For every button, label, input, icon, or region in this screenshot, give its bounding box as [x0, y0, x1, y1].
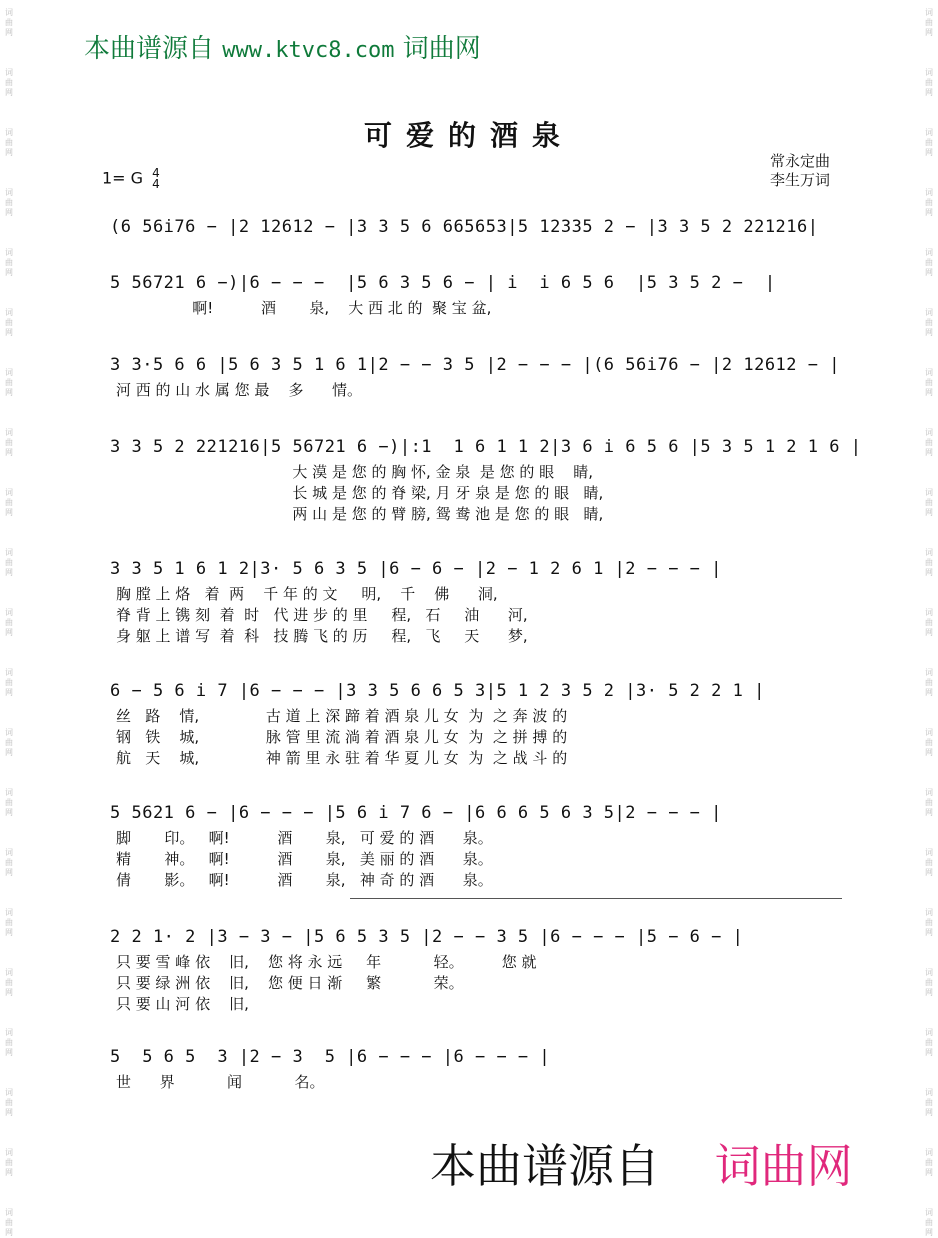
- note-row: (6 56i76 − |2 12612 − |3 3 5 6 665653|5 12335 2 − |3 3 5 2 221216|: [110, 217, 819, 237]
- watermark-text: 词 曲 网: [925, 968, 933, 997]
- watermark-text: 词 曲 网: [5, 368, 13, 397]
- lyricist: 李生万词: [770, 171, 831, 189]
- lyric-row: 丝 路 情, 古 道 上 深 蹄 着 酒 泉 儿 女 为 之 奔 波 的: [116, 707, 568, 725]
- note-row: 3 3 5 1 6 1 2|3· 5 6 3 5 |6 − 6 − |2 − 1 2 6 1 |2 − − − |: [110, 559, 722, 579]
- watermark-text: 词 曲 网: [5, 68, 13, 97]
- score-line: [110, 432, 862, 525]
- watermark-text: 词 曲 网: [925, 728, 933, 757]
- note-row: 2 2 1· 2 |3 − 3 − |5 6 5 3 5 |2 − − 3 5 |6 − − − |5 − 6 − |: [110, 927, 744, 947]
- lyric-row: 只 要 绿 洲 依 旧, 您 便 日 渐 繁 荣。: [116, 974, 464, 992]
- header-site: 词曲网: [402, 34, 481, 64]
- composer: 常永定曲: [770, 152, 831, 170]
- source-header: [84, 28, 481, 65]
- watermark-text: 词 曲 网: [925, 668, 933, 697]
- watermark-text: 词 曲 网: [5, 1208, 13, 1237]
- score-line: [110, 554, 845, 647]
- watermark-text: 词 曲 网: [5, 848, 13, 877]
- key-signature: [102, 168, 160, 190]
- watermark-text: 词 曲 网: [5, 968, 13, 997]
- watermark-text: 词 曲 网: [925, 188, 933, 217]
- watermark-text: 词 曲 网: [925, 608, 933, 637]
- score-line: [110, 268, 845, 319]
- lyric-row: 啊! 酒 泉, 大 西 北 的 聚 宝 盆,: [116, 299, 492, 317]
- left-watermark-strip: [0, 0, 18, 1237]
- lyric-row: 只 要 山 河 依 旧,: [116, 995, 249, 1013]
- lyric-row: 航 天 城, 神 箭 里 永 驻 着 华 夏 儿 女 为 之 战 斗 的: [116, 749, 568, 767]
- key-label: 1= G: [102, 168, 144, 188]
- score-line: [110, 1042, 845, 1093]
- watermark-text: 词 曲 网: [925, 1148, 933, 1177]
- watermark-text: 词 曲 网: [5, 488, 13, 517]
- note-row: 5 5 6 5 3 |2 − 3 5 |6 − − − |6 − − − |: [110, 1047, 551, 1067]
- watermark-text: 词 曲 网: [5, 728, 13, 757]
- watermark-text: 词 曲 网: [925, 1088, 933, 1117]
- watermark-text: 词 曲 网: [5, 548, 13, 577]
- watermark-text: 词 曲 网: [5, 608, 13, 637]
- watermark-text: 词 曲 网: [5, 908, 13, 937]
- footer-left: 本曲谱源自: [430, 1139, 660, 1193]
- right-watermark-strip: [920, 0, 938, 1237]
- lyric-row: 身 躯 上 谱 写 着 科 技 腾 飞 的 历 程, 飞 天 梦,: [116, 627, 528, 645]
- watermark-text: 词 曲 网: [5, 8, 13, 37]
- watermark-text: 词 曲 网: [925, 1028, 933, 1057]
- credits: [770, 152, 830, 190]
- watermark-text: 词 曲 网: [925, 1208, 933, 1237]
- footer-right: 词曲网: [714, 1139, 853, 1193]
- score-line: [110, 212, 845, 242]
- time-signature: [152, 168, 160, 190]
- watermark-text: 词 曲 网: [5, 788, 13, 817]
- watermark-text: 词 曲 网: [925, 368, 933, 397]
- lyric-row: 长 城 是 您 的 脊 梁, 月 牙 泉 是 您 的 眼 睛,: [116, 484, 604, 502]
- time-bottom: 4: [152, 177, 160, 191]
- lyric-row: 精 神。 啊! 酒 泉, 美 丽 的 酒 泉。: [116, 850, 493, 868]
- note-row: 3 3 5 2 221216|5 56721 6 −)|:1 1 6 1 1 2|3 6 i 6 5 6 |5 3 5 1 2 1 6 |: [110, 437, 862, 457]
- section-bracket: [350, 898, 842, 899]
- note-row: 6 − 5 6 i 7 |6 − − − |3 3 5 6 6 5 3|5 1 2 3 5 2 |3· 5 2 2 1 |: [110, 681, 765, 701]
- watermark-text: 词 曲 网: [5, 668, 13, 697]
- lyric-row: 胸 膛 上 烙 着 两 千 年 的 文 明, 千 佛 洞,: [116, 585, 498, 603]
- time-top: 4: [152, 166, 160, 180]
- watermark-text: 词 曲 网: [5, 1148, 13, 1177]
- watermark-text: 词 曲 网: [925, 248, 933, 277]
- lyric-row: 世 界 闻 名。: [116, 1073, 325, 1091]
- watermark-text: 词 曲 网: [925, 548, 933, 577]
- lyric-row: 两 山 是 您 的 臂 膀, 鸳 鸯 池 是 您 的 眼 睛,: [116, 505, 604, 523]
- watermark-text: 词 曲 网: [5, 248, 13, 277]
- watermark-text: 词 曲 网: [5, 1028, 13, 1057]
- song-title: 可爱的酒泉: [363, 119, 574, 152]
- note-row: 5 5621 6 − |6 − − − |5 6 i 7 6 − |6 6 6 5 6 3 5|2 − − − |: [110, 803, 722, 823]
- watermark-text: 词 曲 网: [925, 68, 933, 97]
- score-line: [110, 798, 845, 891]
- watermark-text: 词 曲 网: [925, 788, 933, 817]
- watermark-text: 词 曲 网: [925, 128, 933, 157]
- lyric-row: 只 要 雪 峰 依 旧, 您 将 永 远 年 轻。 您 就: [116, 953, 537, 971]
- watermark-text: 词 曲 网: [925, 908, 933, 937]
- header-prefix: 本曲谱源自: [84, 34, 215, 64]
- watermark-text: 词 曲 网: [5, 428, 13, 457]
- lyric-row: 钢 铁 城, 脉 管 里 流 淌 着 酒 泉 儿 女 为 之 拼 搏 的: [116, 728, 568, 746]
- watermark-text: 词 曲 网: [925, 308, 933, 337]
- footer-source: [430, 1130, 853, 1196]
- score-line: [110, 922, 845, 1015]
- lyric-row: 脚 印。 啊! 酒 泉, 可 爱 的 酒 泉。: [116, 829, 493, 847]
- watermark-text: 词 曲 网: [5, 308, 13, 337]
- header-url[interactable]: www.ktvc8.com: [222, 38, 395, 63]
- note-row: 3 3·5 6 6 |5 6 3 5 1 6 1|2 − − 3 5 |2 − − − |(6 56i76 − |2 12612 − |: [110, 355, 840, 375]
- watermark-text: 词 曲 网: [5, 128, 13, 157]
- watermark-text: 词 曲 网: [5, 1088, 13, 1117]
- score-line: [110, 676, 845, 769]
- note-row: 5 56721 6 −)|6 − − − |5 6 3 5 6 − | i i 6 5 6 |5 3 5 2 − |: [110, 273, 776, 293]
- watermark-text: 词 曲 网: [925, 8, 933, 37]
- lyric-row: 脊 背 上 镌 刻 着 时 代 进 步 的 里 程, 石 油 河,: [116, 606, 528, 624]
- lyric-row: 大 漠 是 您 的 胸 怀, 金 泉 是 您 的 眼 睛,: [116, 463, 594, 481]
- lyric-row: 河 西 的 山 水 属 您 最 多 情。: [116, 381, 363, 399]
- watermark-text: 词 曲 网: [925, 428, 933, 457]
- watermark-text: 词 曲 网: [925, 848, 933, 877]
- watermark-text: 词 曲 网: [925, 488, 933, 517]
- lyric-row: 倩 影。 啊! 酒 泉, 神 奇 的 酒 泉。: [116, 871, 493, 889]
- watermark-text: 词 曲 网: [5, 188, 13, 217]
- score-line: [110, 350, 845, 401]
